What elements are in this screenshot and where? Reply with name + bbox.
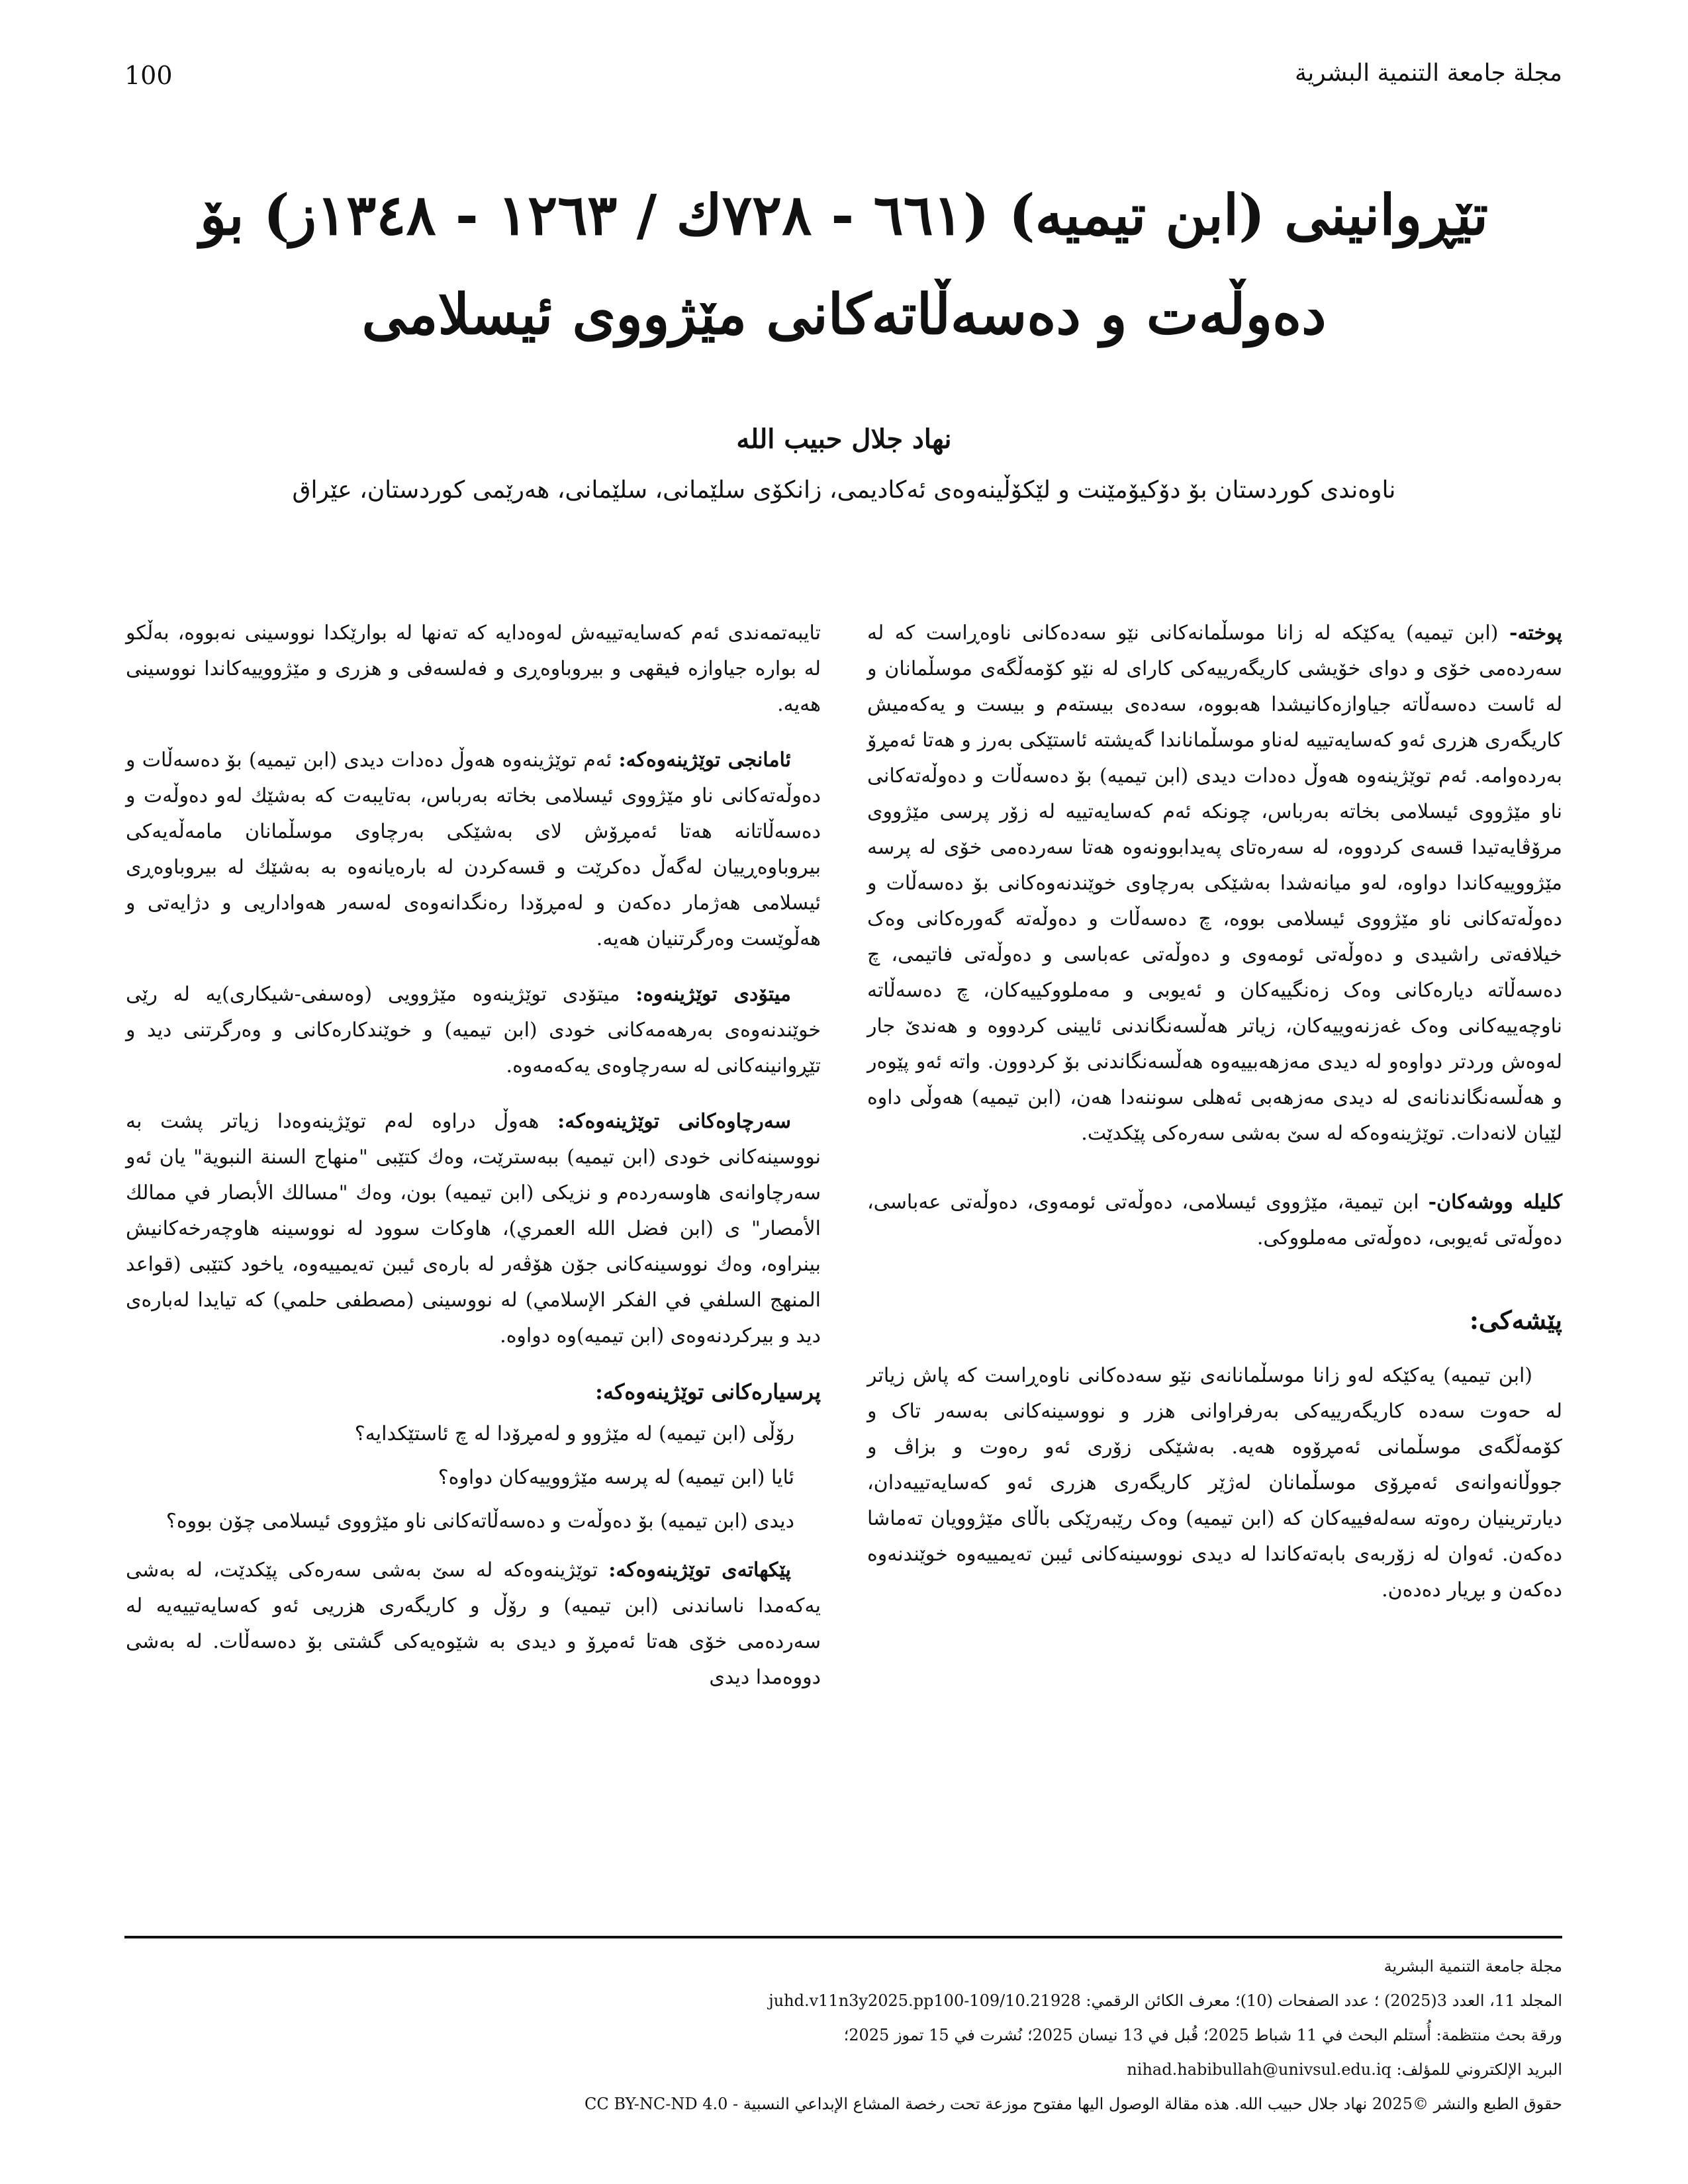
abstract-label: پوختە- <box>1509 621 1562 645</box>
author-affiliation: ناوەندی کوردستان بۆ دۆکیۆمێنت و لێکۆڵینەوەی ئەکادیمی، زانکۆی سلێمانی، سلێمانی، هەرێمی کوردستان، عێراق <box>292 477 1396 504</box>
method-text: میتۆدی توێژینەوە مێژوویی (وەسفی-شیکاری)یە لە رێی خوێندنەوەی بەرهەمەکانی خودی (ابن تيمیه) و خوێندکارەکانی و وەرگرتنی دید و تێڕوانینەکانی لە سەرچاوەی یەکەمەوە. <box>126 983 821 1077</box>
left-column <box>126 615 821 1715</box>
footer <box>124 1949 1562 2121</box>
keywords-paragraph <box>867 1185 1562 1256</box>
question-item: ئایا (ابن تيمیه) لە پرسە مێژووییەکان دواوە؟ <box>438 1466 794 1489</box>
sources-text: هەوڵ دراوە لەم توێژینەوەدا زیاتر پشت بە نووسینەکانی خودی (ابن تيمیه) ببەسترێت، وەك كتێبی "منهاج السنة النبوية" یان ئەو سەرچاوانەی هاوسەردەم و نزیکی (ابن تيمیه) بون، وەك "مسالك الأبصار في ممالك الأمصار" ی (ابن فضل الله العمري)، هاوکات سوود لە نووسینە هاوچەرخەکانیش بینراوە، وەك نووسینەکانی جۆن هۆڤەر لە بارەی ئیبن تەیمییەوە، یاخود کتێبی (قواعد المنهج السلفي في الفكر الإسلامي) لە نووسینی (مصطفى حلمي) کە تیایدا لەبارەی دید و بیرکردنەوەی (ابن تيمیه)وە دواوە. <box>126 1110 821 1347</box>
keywords-text: ابن تيمية، مێژووی ئیسلامی، دەوڵەتی ئومەوی، دەوڵەتی عەباسی، دەوڵەتی ئەیوبی، دەوڵەتی مەملووکی. <box>867 1191 1562 1250</box>
keywords-label: کلیلە ووشەکان- <box>1428 1191 1562 1214</box>
author-name: نهاد جلال حبيب الله <box>736 424 952 455</box>
structure-paragraph <box>126 1553 821 1696</box>
abstract-paragraph <box>867 615 1562 1152</box>
abstract-text: (ابن تيمیه) یەکێکە لە زانا موسڵمانەکانی نێو سەدەکانی ناوەڕاست کە لە سەردەمی خۆی و دوای خۆیشی کاریگەرییەکی کارای لە نێو کۆمەڵگەی موسڵمانان و لە ئاست دەسەڵاتە جیاوازەکانیشدا هەبووە، سەدەی بیستەم و بیست و یەکەمیش کاریگەری هزری ئەو کەسایەتییە لەناو موسڵماناندا گەیشتە ئاستێکی بەرز و هەتا ئەمڕۆ بەردەوامە. ئەم توێژینەوە هەوڵ دەدات دیدی (ابن تيمیه) بۆ دەسەڵات و دەوڵەتەکانی ناو مێژووی ئیسلامی بخاتە بەرباس، چونکە ئەم کەسایەتییە لە زۆر پرسی مێژووی مرۆڤایەتیدا قسەی کردووە، لە سەرەتای پەیدابوونەوە هەتا سەردەمی خۆی لە پرسە مێژووییەکاندا دواوە، لەو میانەشدا بەشێکی بەرچاوی خوێندنەوەکانی بۆ دەسەڵات و دەوڵەتەکانی ناو مێژووی ئیسلامی بووە، چ دەسەڵات و دەوڵەتە گەورەکانی وەک خیلافەتی راشیدی و دەوڵەتی ئومەوی و دەوڵەتی عەباسی و دەوڵەتی فاتیمی، چ دەسەڵاتە دیارەکانی وەک زەنگییەکان و ئەیوبی و مەملووکییەکان، چ دەسەڵاتە ناوچەییەکانی وەک غەزنەوییەکان، زیاتر هەڵسەنگاندنی ئایینی کردووە و هەندێ جار لەوەش وردتر دواوەو لە دیدی مەزهەبییەوە هەڵسەنگاندنی بۆ کردوون. واتە ئەو پێوەر و هەڵسەنگاندنانەی لە دیدی مەزهەبی ئەهلی سوننەدا هەن، (ابن تيمیه) هەوڵی داوە لێیان لانەدات. توێژینەوەکە لە سێ بەشی سەرەکی پێکدێت. <box>867 621 1562 1145</box>
question-item: رۆڵی (ابن تيمیه) لە مێژوو و لەمڕۆدا لە چ ئاستێکدایە؟ <box>354 1422 794 1445</box>
introduction-heading: پێشەکی: <box>1469 1305 1562 1335</box>
structure-label: پێکهاتەی توێژینەوەکە: <box>608 1559 791 1582</box>
aim-label: ئامانجی توێژینەوەکە: <box>618 749 792 772</box>
footer-dates: ورقة بحث منتظمة: أُستلم البحث في 11 شباط 2025؛ قُبل في 13 نيسان 2025؛ نُشرت في 15 تموز 2025؛ <box>843 2026 1562 2044</box>
footer-divider <box>124 1936 1562 1938</box>
aim-text: ئەم توێژینەوە هەوڵ دەدات دیدی (ابن تيمیه) بۆ دەسەڵات و دەوڵەتەکانی ناو مێژووی ئیسلامی بخاتە بەرباس، بەتایبەت کە بەشێك لەو دەوڵەت و دەسەڵاتانە هەتا ئەمڕۆش لای بەشێکی بەرچاوی موسڵمانان مامەڵەیەکی بیروباوەڕییان لەگەڵ دەکرێت و قسەکردن لە بارەیانەوە بە بەشێك لە بیروباوەڕی ئیسلامی هەژمار دەکەن و لەمڕۆدا رەنگدانەوەی لەسەر هەواداریی و دژایەتی و هەڵوێست وەرگرتنیان هەیە. <box>126 749 821 950</box>
method-paragraph <box>126 977 821 1084</box>
sources-label: سەرچاوەکانی توێژینەوەکە: <box>557 1110 792 1133</box>
sources-paragraph <box>126 1104 821 1354</box>
footer-license: حقوق الطبع والنشر ©2025 نهاد جلال حبيب الله. هذه مقالة الوصول اليها مفتوح موزعة تحت رخصة المشاع الإبداعي النسبية - CC BY-NC-ND 4.0 <box>585 2095 1562 2113</box>
footer-email: البريد الإلكتروني للمؤلف: nihad.habibullah@univsul.edu.iq <box>1127 2060 1562 2079</box>
footer-journal: مجلة جامعة التنمية البشرية <box>1383 1957 1562 1976</box>
journal-name-header: مجلة جامعة التنمية البشرية <box>1294 60 1562 87</box>
aim-paragraph <box>126 743 821 957</box>
footer-volume-doi: المجلد 11، العدد 3(2025) ؛ عدد الصفحات (10)؛ معرف الكائن الرقمي: 10.21928/juhd.v11n3y2025.pp100-109 <box>769 1991 1562 2010</box>
right-column <box>867 615 1562 1628</box>
structure-text: توێژینەوەکە لە سێ بەشی سەرەکی پێکدێت، لە بەشی یەکەمدا ناساندنی (ابن تيمیه) و رۆڵ و کاریگەری هزریی ئەو کەسایەتییەیە لە سەردەمی خۆی هەتا ئەمڕۆ و دیدی بە شێوەیەکی گشتی بۆ دەسەڵات. لە بەشی دووەمدا دیدی <box>126 1559 821 1689</box>
method-label: میتۆدی توێژینەوە: <box>635 983 791 1006</box>
questions-heading: پرسیارەکانی توێژینەوەکە: <box>595 1379 821 1404</box>
introduction-text: (ابن تيمیه) یەکێکە لەو زانا موسڵمانانەی نێو سەدەکانی ناوەڕاست کە پاش زیاتر لە حەوت سەدە کاریگەرییەکی بەرفراوانی هزر و نووسینەکانی بەسەر تاک و کۆمەڵگەی موسڵمانی ئەمڕۆوە هەیە. بەشێکی زۆری ئەو رەوت و بزاڤ و جووڵانەوانەی ئەمڕۆی موسڵمانان لەژێر کاریگەری هزری ئەو کەسایەتییەدان، دیارترینیان رەوتە سەلەفییەکان کە (ابن تيمیه) وەک رێبەرێکی باڵای مێژوویان تەماشا دەکەن. ئەوان لە زۆربەی بابەتەکاندا لە دیدی نووسینەکانی ئیبن تەیمییەوە خوێندنەوە دەکەن و بڕیار دەدەن. <box>867 1364 1562 1602</box>
question-item: دیدی (ابن تيمیه) بۆ دەوڵەت و دەسەڵاتەکانی ناو مێژووی ئیسلامی چۆن بووە؟ <box>165 1510 794 1533</box>
page-number: 100 <box>124 61 173 90</box>
continuation-text: تایبەتمەندی ئەم کەسایەتییەش لەوەدایە کە تەنها لە بوارێکدا نووسینی نەبووە، بەڵکو لە بوارە جیاوازە فیقهی و بیروباوەڕی و فەلسەفی و هزری و مێژووییەکاندا نووسینی هەیە. <box>126 621 821 716</box>
paper-title: تێڕوانینی (ابن تيمیه) (٦٦١ - ٧٢٨ك / ١٢٦٣ - ١٣٤٨ز) بۆ دەوڵەت و دەسەڵاتەکانی مێژووی ئیسلامی <box>199 182 1489 347</box>
